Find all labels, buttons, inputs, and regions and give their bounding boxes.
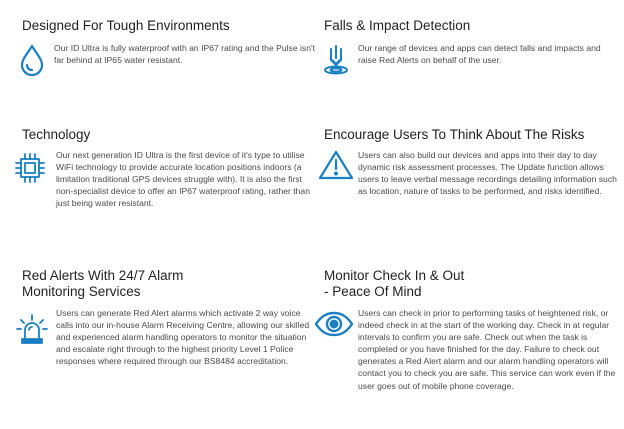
feature-description: Our ID Ultra is fully waterproof with an IP67 rating and the Pulse isn't far behind at IP65 water resistant.	[54, 43, 316, 66]
feature-description: Our next generation ID Ultra is the first device of it's type to utilise WiFi technology to provide accurate location positions indoors (a limitation traditional GPS devices struggle with). It is also the first non-specialist device to offer an IP67 waterproof rating, rather than just being water resistant.	[56, 150, 310, 209]
chip-icon	[14, 152, 46, 184]
warning-triangle-icon	[318, 149, 354, 181]
feature-title: Monitor Check In & Out - Peace Of Mind	[324, 268, 465, 299]
alarm-siren-icon	[16, 312, 48, 346]
feature-description: Users can also build our devices and apps into their day to day dynamic risk assessment processes. The Update function allows users to leave verbal message recordings detailing information such as location, nature of tasks to be performed, and risks identified.	[358, 150, 617, 197]
feature-title: Falls & Impact Detection	[324, 18, 471, 33]
feature-description: Users can check in prior to performing tasks of heightened risk, or indeed check in at the start of the working day. Check in at regular intervals to confirm you are safe. Check out when the task is completed or you have finished for the day. Failure to check out generates a Red Alert alarm and our alarm handling operators will contact you to check you are safe. This service can work even if the user goes out of mobile phone coverage.	[358, 308, 616, 391]
feature-risk-awareness	[324, 127, 617, 197]
eye-icon	[314, 311, 354, 337]
water-drop-icon	[18, 44, 46, 76]
feature-description: Users can generate Red Alert alarms which activate 2 way voice calls into our in-house Alarm Receiving Centre, allowing our skilled and experienced alarm handling operators to monitor the situation and escalate right through to the highest priority Level 1 Police responses where required through our BS8484 accreditation.	[56, 308, 310, 367]
feature-tough-environments	[22, 18, 316, 66]
feature-title: Encourage Users To Think About The Risks	[324, 127, 585, 142]
feature-title: Designed For Tough Environments	[22, 18, 230, 33]
feature-title: Technology	[22, 127, 91, 142]
feature-falls-impact	[324, 18, 614, 66]
feature-description: Our range of devices and apps can detect falls and impacts and raise Red Alerts on behalf of the user.	[358, 43, 601, 66]
feature-check-in-out	[324, 268, 616, 391]
feature-red-alerts	[22, 268, 312, 367]
fall-detection-icon	[322, 44, 350, 76]
feature-technology	[22, 127, 312, 209]
feature-title: Red Alerts With 24/7 Alarm Monitoring Services	[22, 268, 184, 299]
